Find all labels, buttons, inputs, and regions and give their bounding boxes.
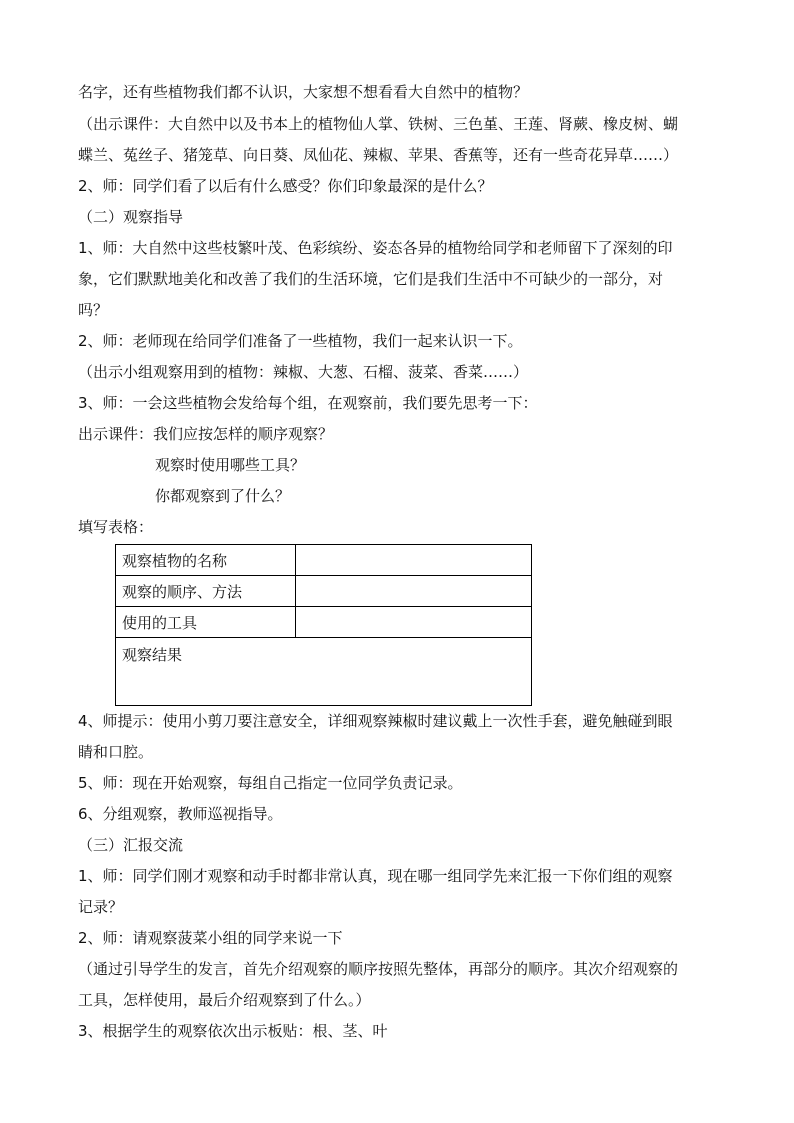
text-line: 1、师：大自然中这些枝繁叶茂、色彩缤纷、姿态各异的植物给同学和老师留下了深刻的印 [78,239,673,257]
text-line: 5、师：现在开始观察，每组自己指定一位同学负责记录。 [78,774,463,792]
text-line: （出示小组观察用到的植物：辣椒、大葱、石榴、菠菜、香菜……） [78,363,529,381]
table-cell-label: 使用的工具 [116,607,296,638]
text-line: 蝶兰、菟丝子、猪笼草、向日葵、凤仙花、辣椒、苹果、香蕉等，还有一些奇花异草……） [78,146,679,164]
table-cell-label: 观察植物的名称 [116,545,296,576]
table-cell-blank[interactable] [296,576,532,607]
text-line: 出示课件：我们应按怎样的顺序观察？ [78,425,334,443]
text-line: 工具，怎样使用，最后介绍观察到了什么。） [78,991,371,1009]
text-line: （通过引导学生的发言，首先介绍观察的顺序按照先整体，再部分的顺序。其次介绍观察的 [78,960,679,978]
table-row [116,607,532,638]
table-cell-label: 观察的顺序、方法 [116,576,296,607]
text-line: 观察时使用哪些工具？ [155,456,306,474]
text-line: 1、师：同学们刚才观察和动手时都非常认真，现在哪一组同学先来汇报一下你们组的观察 [78,867,673,885]
table-cell-blank[interactable] [296,607,532,638]
text-line: 你都观察到了什么？ [155,487,291,505]
section-heading: （二）观察指导 [78,208,184,226]
text-line: 名字，还有些植物我们都不认识，大家想不想看看大自然中的植物？ [78,83,529,101]
text-line: 4、师提示：使用小剪刀要注意安全，详细观察辣椒时建议戴上一次性手套，避免触碰到眼 [78,712,673,730]
text-line: 2、师：老师现在给同学们准备了一些植物，我们一起来认识一下。 [78,332,523,350]
text-line: 2、师：请观察菠菜小组的同学来说一下 [78,929,343,947]
text-line: 睛和口腔。 [78,743,154,761]
text-line: 记录？ [78,898,124,916]
text-line: 3、师：一会这些植物会发给每个组，在观察前，我们要先思考一下： [78,394,538,412]
text-line: 2、师：同学们看了以后有什么感受？你们印象最深的是什么？ [78,177,493,195]
table-row [116,545,532,576]
observation-table [115,544,532,706]
text-line: 象，它们默默地美化和改善了我们的生活环境，它们是我们生活中不可缺少的一部分，对 [78,270,664,288]
text-line: 填写表格： [78,518,154,536]
table-row [116,576,532,607]
text-line: 3、根据学生的观察依次出示板贴：根、茎、叶 [78,1022,388,1040]
text-line: （出示课件：大自然中以及书本上的植物仙人掌、铁树、三色堇、王莲、肾蕨、橡皮树、蝴 [78,115,679,133]
table-cell-label: 观察结果 [116,638,532,706]
table-cell-blank[interactable] [296,545,532,576]
section-heading: （三）汇报交流 [78,836,184,854]
table-row [116,638,532,706]
text-line: 吗？ [78,301,109,319]
text-line: 6、分组观察，教师巡视指导。 [78,805,283,823]
